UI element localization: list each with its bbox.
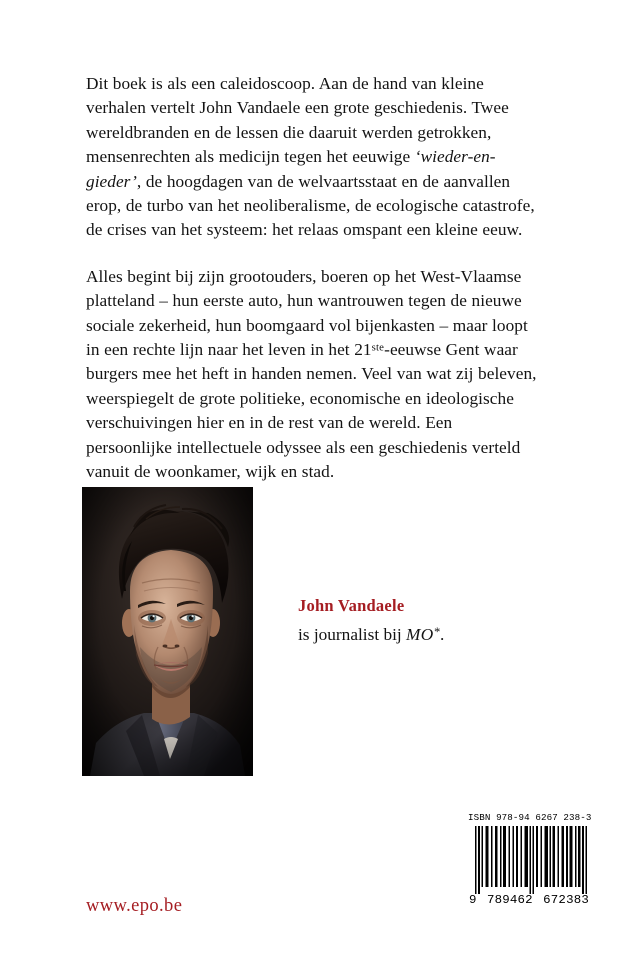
blurb-p1-italic-phrase: ‘wieder-en-gieder’ xyxy=(86,147,496,191)
portrait-illustration xyxy=(82,487,253,776)
author-role xyxy=(298,624,528,646)
isbn-barcode-block xyxy=(468,812,590,907)
blurb-p1-part-a: Dit boek is als een caleidoscoop. Aan de hand van kleine verhalen vertelt John Vandaele een grote geschiedenis. Twee wereldbranden en de lessen die daaruit werden getrokken, mensenrechten als medicijn tegen het eeuwige xyxy=(86,74,509,167)
author-role-suffix: . xyxy=(440,625,445,644)
blurb-text-block xyxy=(86,72,538,485)
barcode-digit-group-1: 9 xyxy=(469,893,477,907)
author-portrait-photo xyxy=(82,487,253,776)
blurb-paragraph-1 xyxy=(86,72,538,243)
barcode-digit-group-2: 789462 xyxy=(486,893,533,907)
barcode-digit-group-3: 672383 xyxy=(543,893,589,907)
author-name: John Vandaele xyxy=(298,596,405,615)
blurb-p2-ordinal-suffix: ste xyxy=(371,341,385,354)
blurb-p2-part-a: Alles begint bij zijn grootouders, boeren op het West-Vlaamse platteland – hun eerste auto, hun wantrouwen tegen de nieuwe sociale zekerheid, hun boomgaard vol bijenkasten – maar loopt in een rechte lijn naar het leven in het 21 xyxy=(86,266,528,360)
author-credit-block xyxy=(298,595,528,646)
publication-asterisk: * xyxy=(433,624,441,639)
isbn-label: ISBN 978-94 6267 238-3 xyxy=(468,812,592,823)
blurb-p1-part-b: , de hoogdagen van de welvaartsstaat en de aanvallen erop, de turbo van het neoliberalisme, de ecologische catastrofe, de crises van het systeem: het relaas omspant een kleine eeuw. xyxy=(86,171,535,240)
blurb-paragraph-2 xyxy=(86,265,538,485)
blurb-p2-part-b: -eeuwse Gent waar burgers mee het heft in handen nemen. Veel van wat zij beleven, weerspiegelt de grote politieke, economische en ideologische verschuivingen hier en in de rest van de wereld. Een persoonlijke intellectuele odyssee als een geschiedenis verteld vanuit de woonkamer, wijk en stad. xyxy=(86,340,537,482)
ean13-barcode-image xyxy=(468,826,590,894)
publisher-url[interactable]: www.epo.be xyxy=(86,896,183,916)
publication-name: MO xyxy=(406,625,434,644)
author-role-prefix: is journalist bij xyxy=(298,625,407,644)
barcode-digits xyxy=(468,893,590,907)
author-role-publication xyxy=(406,625,440,644)
